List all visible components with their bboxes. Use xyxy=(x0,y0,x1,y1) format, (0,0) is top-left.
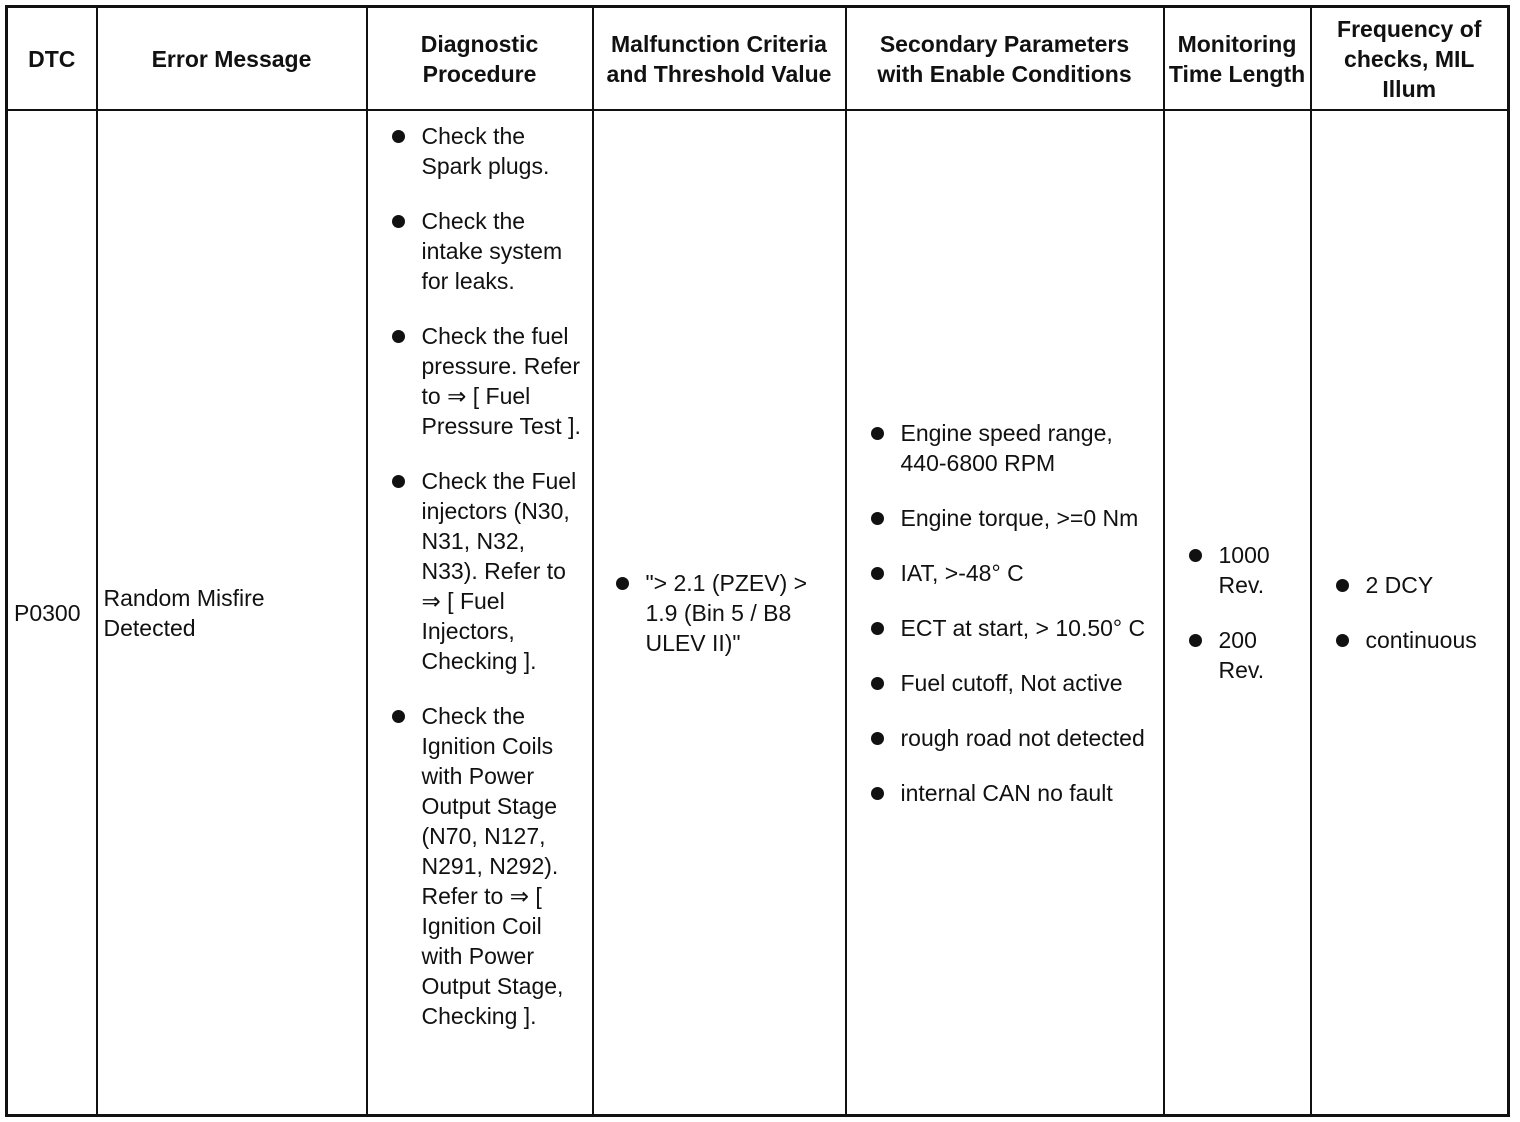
list-item: Engine speed range, 440-6800 RPM xyxy=(869,418,1153,478)
bullet-icon xyxy=(392,130,405,143)
header-error-message: Error Message xyxy=(97,7,367,111)
cell-error-message: Random Misfire Detected xyxy=(97,110,367,1116)
header-row xyxy=(7,7,1509,111)
list-item: 200 Rev. xyxy=(1187,625,1310,685)
bullet-icon xyxy=(871,677,884,690)
table-row xyxy=(7,110,1509,1116)
bullet-icon xyxy=(392,710,405,723)
bullet-icon xyxy=(1189,549,1202,562)
list-item: 2 DCY xyxy=(1334,570,1508,600)
cell-diagnostic-procedure xyxy=(367,110,593,1116)
header-frequency: Frequency of checks, MIL Illum xyxy=(1311,7,1509,111)
header-dtc: DTC xyxy=(7,7,97,111)
list-item: "> 2.1 (PZEV) > 1.9 (Bin 5 / B8 ULEV II)" xyxy=(614,568,837,658)
header-diagnostic-procedure: Diagnostic Procedure xyxy=(367,7,593,111)
list-item: rough road not detected xyxy=(869,723,1153,753)
bullet-icon xyxy=(871,427,884,440)
bullet-icon xyxy=(871,512,884,525)
bullet-icon xyxy=(871,622,884,635)
bullet-icon xyxy=(616,577,629,590)
list-item: 1000 Rev. xyxy=(1187,540,1310,600)
list-item: IAT, >-48° C xyxy=(869,558,1153,588)
list-item: Check the fuel pressure. Refer to ⇒ [ Fuel Pressure Test ]. xyxy=(390,321,584,441)
list-item: Check the Ignition Coils with Power Output Stage (N70, N127, N291, N292). Refer to ⇒ [ Ignition Coil with Power Output Stage, Checking ]. xyxy=(390,701,584,1031)
cell-monitoring-time xyxy=(1164,110,1311,1116)
list-item: Fuel cutoff, Not active xyxy=(869,668,1153,698)
bullet-icon xyxy=(392,475,405,488)
list-item: Engine torque, >=0 Nm xyxy=(869,503,1153,533)
header-malfunction-criteria: Malfunction Criteria and Threshold Value xyxy=(593,7,846,111)
cell-dtc: P0300 xyxy=(7,110,97,1116)
header-monitoring-time: Monitoring Time Length xyxy=(1164,7,1311,111)
list-item: Check the Spark plugs. xyxy=(390,121,584,181)
list-item: Check the intake system for leaks. xyxy=(390,206,584,296)
bullet-icon xyxy=(392,330,405,343)
list-item: continuous xyxy=(1334,625,1508,655)
list-item: ECT at start, > 10.50° C xyxy=(869,613,1153,643)
bullet-icon xyxy=(1336,634,1349,647)
bullet-icon xyxy=(1336,579,1349,592)
list-item: Check the Fuel injectors (N30, N31, N32, N33). Refer to ⇒ [ Fuel Injectors, Checking ]. xyxy=(390,466,584,676)
list-item: internal CAN no fault xyxy=(869,778,1153,808)
bullet-icon xyxy=(871,787,884,800)
cell-secondary-parameters xyxy=(846,110,1164,1116)
cell-malfunction-criteria xyxy=(593,110,846,1116)
bullet-icon xyxy=(871,567,884,580)
bullet-icon xyxy=(392,215,405,228)
header-secondary-parameters: Secondary Parameters with Enable Conditions xyxy=(846,7,1164,111)
bullet-icon xyxy=(1189,634,1202,647)
cell-frequency xyxy=(1311,110,1509,1116)
dtc-table xyxy=(5,5,1510,1117)
bullet-icon xyxy=(871,732,884,745)
